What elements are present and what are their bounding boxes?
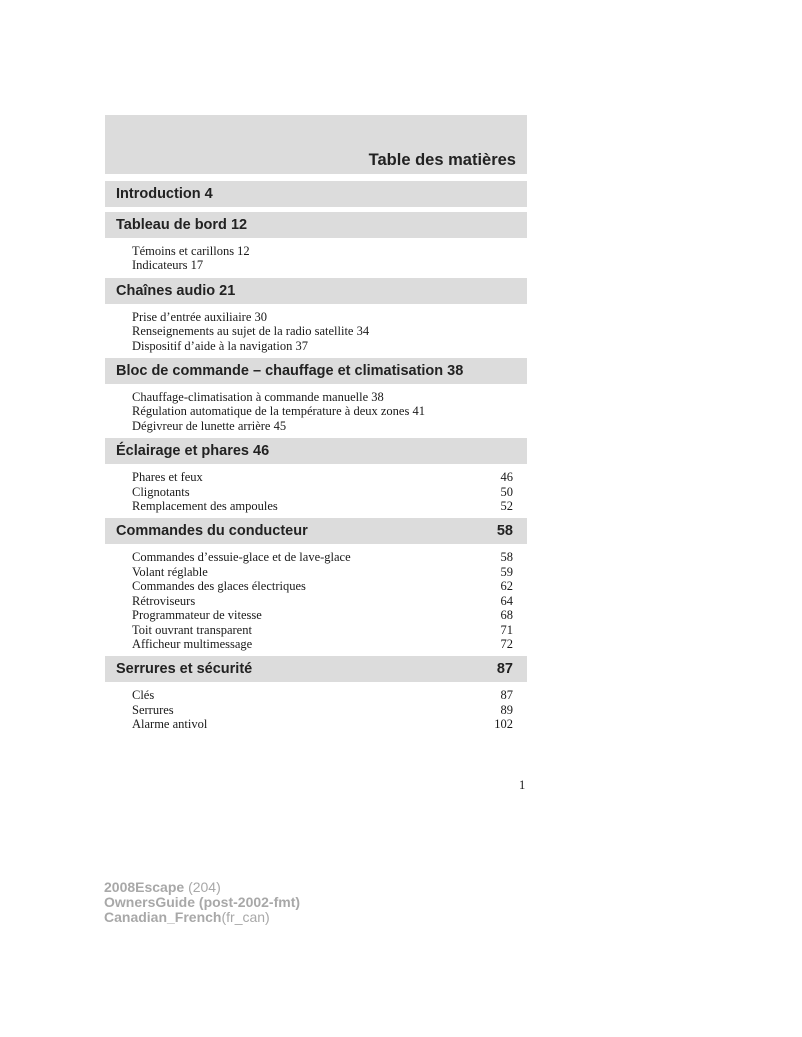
toc-entry[interactable] xyxy=(132,258,513,272)
section-header[interactable] xyxy=(105,181,527,207)
document-footer xyxy=(104,880,300,925)
entry-label: Remplacement des ampoules xyxy=(132,499,278,514)
entry-page-number: 59 xyxy=(500,564,513,579)
entry-label: Toit ouvrant transparent xyxy=(132,622,252,637)
entry-label: Indicateurs 17 xyxy=(132,258,204,273)
section-title: Commandes du conducteur xyxy=(116,523,308,540)
toc-entry[interactable] xyxy=(132,623,513,637)
entry-label: Dispositif d’aide à la navigation 37 xyxy=(132,338,309,353)
section-entries xyxy=(105,238,527,278)
entry-page-number: 64 xyxy=(500,593,513,608)
toc-entry[interactable] xyxy=(132,339,513,353)
toc-entry[interactable] xyxy=(132,594,513,608)
entry-label: Régulation automatique de la température à deux zones 41 xyxy=(132,404,425,419)
section-header[interactable] xyxy=(105,278,527,304)
toc-entry[interactable] xyxy=(132,310,513,324)
footer-model-code: (204) xyxy=(184,879,221,895)
entry-page-number: 62 xyxy=(500,579,513,594)
footer-language: Canadian_French xyxy=(104,909,222,925)
section-entries xyxy=(105,464,527,518)
entry-page-number: 72 xyxy=(500,636,513,651)
table-of-contents xyxy=(105,115,527,737)
toc-entry[interactable] xyxy=(132,550,513,564)
section-title: Bloc de commande – chauffage et climatisation 38 xyxy=(116,363,464,380)
entry-label: Phares et feux xyxy=(132,470,203,485)
footer-line-2 xyxy=(104,895,300,910)
section-entries xyxy=(105,544,527,656)
entry-label: Rétroviseurs xyxy=(132,593,196,608)
entry-page-number: 46 xyxy=(500,470,513,485)
entry-label: Renseignements au sujet de la radio satellite 34 xyxy=(132,324,370,339)
entry-page-number: 58 xyxy=(500,550,513,565)
section-title: Éclairage et phares 46 xyxy=(116,443,270,460)
entry-label: Clignotants xyxy=(132,484,190,499)
entry-label: Commandes des glaces électriques xyxy=(132,579,306,594)
entry-page-number: 50 xyxy=(500,484,513,499)
toc-entry[interactable] xyxy=(132,404,513,418)
page-number: 1 xyxy=(519,778,526,792)
toc-entry[interactable] xyxy=(132,565,513,579)
entry-page-number: 87 xyxy=(500,688,513,703)
toc-entry[interactable] xyxy=(132,579,513,593)
section-header[interactable] xyxy=(105,438,527,464)
section-page-number: 58 xyxy=(496,523,513,540)
section-title: Introduction 4 xyxy=(116,186,213,202)
entry-label: Serrures xyxy=(132,702,174,717)
toc-entry[interactable] xyxy=(132,419,513,433)
entry-label: Témoins et carillons 12 xyxy=(132,244,250,258)
page-title: Table des matières xyxy=(368,151,516,169)
entry-page-number: 52 xyxy=(500,499,513,514)
entry-page-number: 102 xyxy=(494,717,513,732)
toc-entry[interactable] xyxy=(132,608,513,622)
entry-label: Prise d’entrée auxiliaire 30 xyxy=(132,309,268,324)
entry-page-number: 68 xyxy=(500,608,513,623)
entry-label: Clés xyxy=(132,688,155,703)
section-title: Tableau de bord 12 xyxy=(116,217,248,233)
toc-entry[interactable] xyxy=(132,717,513,731)
entry-label: Alarme antivol xyxy=(132,717,208,732)
footer-locale: (fr_can) xyxy=(221,909,270,925)
section-title: Chaînes audio 21 xyxy=(116,282,236,299)
footer-guide: OwnersGuide (post-2002-fmt) xyxy=(104,894,301,910)
toc-sections xyxy=(105,181,527,737)
section-header[interactable] xyxy=(105,518,527,544)
toc-entry[interactable] xyxy=(132,637,513,651)
toc-entry[interactable] xyxy=(132,324,513,338)
toc-entry[interactable] xyxy=(132,688,513,702)
entry-page-number: 89 xyxy=(500,702,513,717)
entry-label: Dégivreur de lunette arrière 45 xyxy=(132,418,287,433)
section-header[interactable] xyxy=(105,358,527,384)
toc-entry[interactable] xyxy=(132,499,513,513)
toc-entry[interactable] xyxy=(132,703,513,717)
section-header[interactable] xyxy=(105,212,527,238)
toc-entry[interactable] xyxy=(132,470,513,484)
toc-entry[interactable] xyxy=(132,244,513,258)
footer-model: 2008Escape xyxy=(104,879,185,895)
entry-label: Volant réglable xyxy=(132,564,208,579)
toc-entry[interactable] xyxy=(132,485,513,499)
section-entries xyxy=(105,384,527,438)
entry-label: Chauffage-climatisation à commande manuelle 38 xyxy=(132,390,384,405)
entry-page-number: 71 xyxy=(500,622,513,637)
section-entries xyxy=(105,304,527,358)
entry-label: Programmateur de vitesse xyxy=(132,608,262,623)
section-header[interactable] xyxy=(105,656,527,682)
footer-line-3 xyxy=(104,910,300,925)
title-bar xyxy=(105,115,527,174)
section-entries xyxy=(105,682,527,736)
footer-line-1 xyxy=(104,880,300,895)
section-page-number: 87 xyxy=(496,661,513,678)
section-title: Serrures et sécurité xyxy=(116,661,253,678)
entry-label: Afficheur multimessage xyxy=(132,636,253,651)
toc-entry[interactable] xyxy=(132,390,513,404)
entry-label: Commandes d’essuie-glace et de lave-glace xyxy=(132,550,351,565)
